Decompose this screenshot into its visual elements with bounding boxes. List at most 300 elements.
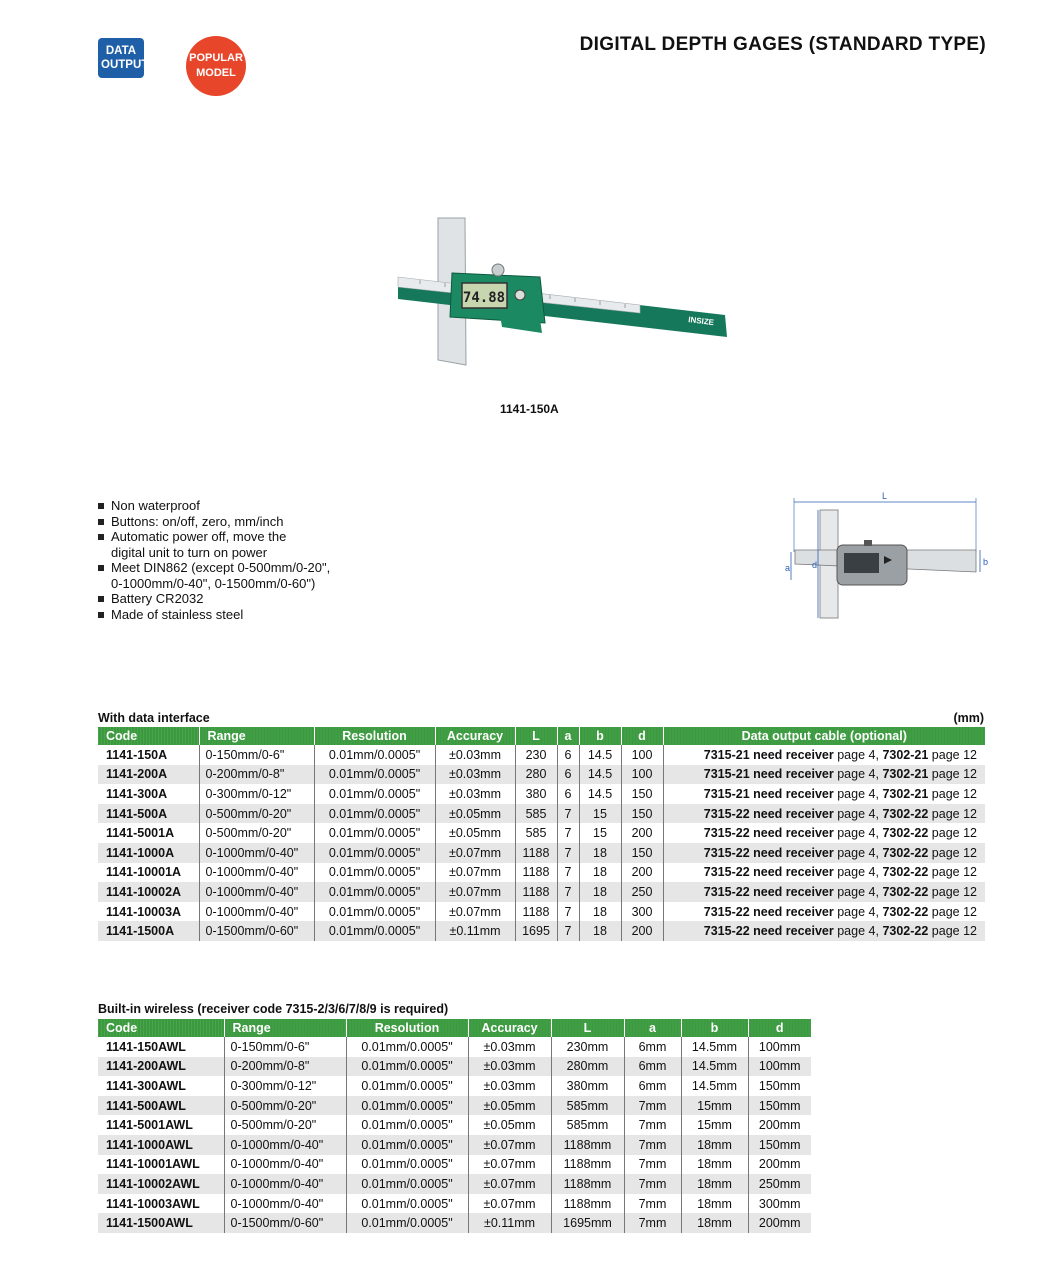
col-header-code: Code (98, 1019, 224, 1037)
feature-list (98, 498, 330, 622)
col-header-d: d (748, 1019, 811, 1037)
cell-cable: 7315-22 need receiver page 4, 7302-22 page 12 (663, 843, 985, 863)
cell-d: 100mm (758, 1039, 801, 1054)
cell-res: 0.01mm/0.0005" (314, 882, 435, 902)
cell-acc: ±0.03mm (468, 1057, 551, 1077)
cell-code: 1141-200AWL (98, 1057, 224, 1077)
table-row (98, 1037, 811, 1057)
cell-code: 1141-300A (98, 784, 199, 804)
cable-need-label: need receiver (753, 806, 834, 821)
col-header-d: d (621, 727, 663, 745)
cell-b: 15 (579, 823, 621, 843)
cell-a: 7mm (624, 1135, 681, 1155)
cell-code: 1141-10001A (98, 863, 199, 883)
cell-acc: ±0.03mm (435, 745, 515, 765)
cell-res: 0.01mm/0.0005" (314, 843, 435, 863)
cable-need-label: need receiver (753, 865, 834, 880)
feature-item: Buttons: on/off, zero, mm/inch (98, 514, 330, 530)
cable-page-number: 4 (868, 865, 876, 880)
table-row (98, 921, 985, 941)
cable-code-2: 7302-22 (882, 884, 929, 899)
cell-d: 200mm (748, 1213, 811, 1233)
cable-code-2: 7302-21 (882, 767, 929, 782)
table-row (98, 1194, 811, 1214)
cell-range: 0-150mm/0-6" (199, 745, 314, 765)
cell-a: 7mm (624, 1155, 681, 1175)
cell-a: 6 (557, 765, 579, 785)
cell-res: 0.01mm/0.0005" (346, 1096, 468, 1116)
feature-item: Automatic power off, move the digital unit to turn on power (98, 529, 330, 560)
cell-b: 18 (579, 902, 621, 922)
cell-acc: ±0.07mm (468, 1155, 551, 1175)
cell-range: 0-200mm/0-8" (224, 1057, 346, 1077)
cell-b: 18mm (681, 1174, 748, 1194)
cable-code: 7315-22 (703, 884, 750, 899)
cell-range: 0-1000mm/0-40" (199, 902, 314, 922)
cell-code: 1141-5001AWL (98, 1115, 224, 1135)
cell-L: 230 (515, 745, 557, 765)
cable-page-number: 12 (963, 865, 977, 880)
cell-res: 0.01mm/0.0005" (314, 921, 435, 941)
cable-page-number: 4 (868, 904, 876, 919)
cable-page-label: page (931, 884, 960, 899)
cable-code: 7315-22 (703, 924, 750, 939)
cell-L: 1188mm (551, 1194, 624, 1214)
cell-range: 0-500mm/0-20" (199, 823, 314, 843)
cell-code: 1141-10003AWL (98, 1194, 224, 1214)
cell-res: 0.01mm/0.0005" (314, 784, 435, 804)
table-row (98, 1135, 811, 1155)
cell-L: 1188 (515, 863, 557, 883)
cell-cable: 7315-22 need receiver page 4, 7302-22 page 12 (663, 921, 985, 941)
cell-b: 18 (579, 921, 621, 941)
dim-label-b: b (983, 557, 989, 567)
cell-b: 15mm (681, 1115, 748, 1135)
table-row (98, 823, 985, 843)
cell-code: 1141-5001A (98, 823, 199, 843)
cable-page-number: 4 (868, 845, 876, 860)
cell-code: 1141-300AWL (98, 1076, 224, 1096)
cell-L: 280mm (551, 1057, 624, 1077)
cell-range: 0-1000mm/0-40" (224, 1194, 346, 1214)
table-row (98, 1155, 811, 1175)
col-header-L: L (551, 1019, 624, 1037)
cable-page-label: page (931, 865, 960, 880)
cable-page-number: 4 (868, 747, 876, 762)
cable-code-2: 7302-22 (882, 806, 929, 821)
cell-code: 1141-200A (98, 765, 199, 785)
cell-acc: ±0.07mm (435, 882, 515, 902)
cell-code: 1141-500AWL (98, 1096, 224, 1116)
cell-a: 6 (557, 745, 579, 765)
col-header-a: a (624, 1019, 681, 1037)
cell-cable: 7315-21 need receiver page 4, 7302-21 page 12 (703, 747, 977, 762)
cell-b: 18 (579, 882, 621, 902)
cell-b: 15mm (681, 1096, 748, 1116)
cell-b: 14.5 (579, 745, 621, 765)
cell-range: 0-1000mm/0-40" (199, 882, 314, 902)
cell-L: 280 (515, 765, 557, 785)
popular-model-label: POPULAR MODEL (189, 52, 243, 79)
cell-L: 1188mm (551, 1135, 624, 1155)
cell-a: 7mm (624, 1096, 681, 1116)
cable-page-label: page (837, 826, 866, 841)
cell-b: 18mm (681, 1155, 748, 1175)
table-row (98, 745, 985, 765)
cell-res: 0.01mm/0.0005" (314, 863, 435, 883)
cell-d: 200mm (758, 1118, 801, 1133)
cable-page-number: 4 (868, 767, 876, 782)
cable-code-2: 7302-21 (882, 786, 929, 801)
cell-res: 0.01mm/0.0005" (346, 1076, 468, 1096)
cell-range: 0-500mm/0-20" (224, 1115, 346, 1135)
cell-res: 0.01mm/0.0005" (346, 1135, 468, 1155)
cell-d: 200 (621, 921, 663, 941)
cable-need-label: need receiver (753, 786, 834, 801)
cell-acc: ±0.05mm (468, 1096, 551, 1116)
cell-acc: ±0.07mm (468, 1135, 551, 1155)
cell-range: 0-1500mm/0-60" (199, 921, 314, 941)
cell-range: 0-300mm/0-12" (199, 784, 314, 804)
cable-page-label: page (931, 826, 960, 841)
cell-acc: ±0.11mm (435, 921, 515, 941)
cell-a: 7 (557, 882, 579, 902)
cell-res: 0.01mm/0.0005" (346, 1155, 468, 1175)
cable-code: 7315-22 (703, 904, 750, 919)
cell-code: 1141-1500AWL (98, 1213, 224, 1233)
cable-page-label: page (837, 904, 866, 919)
cell-d: 150mm (758, 1078, 801, 1093)
cell-a: 6 (557, 784, 579, 804)
cell-acc: ±0.03mm (435, 765, 515, 785)
cell-acc: ±0.05mm (435, 823, 515, 843)
cable-code: 7315-21 (703, 767, 750, 782)
cell-code: 1141-500A (98, 804, 199, 824)
cell-d: 100 (621, 745, 663, 765)
col-header-code: Code (98, 727, 199, 745)
cell-a: 7 (557, 863, 579, 883)
cable-page-number: 4 (868, 826, 876, 841)
cell-a: 7 (557, 804, 579, 824)
cell-cable: 7315-22 need receiver page 4, 7302-22 page 12 (663, 882, 985, 902)
lcd-reading: 74.88 (462, 290, 506, 306)
cable-page-label: page (931, 806, 960, 821)
cell-acc: ±0.11mm (468, 1213, 551, 1233)
cell-L: 1695 (515, 921, 557, 941)
cell-range: 0-1000mm/0-40" (199, 843, 314, 863)
wireless-table (98, 1019, 811, 1233)
cable-page-label: page (931, 924, 960, 939)
cell-d: 150 (621, 784, 663, 804)
cell-a: 7 (557, 921, 579, 941)
table-row (98, 1174, 811, 1194)
cell-b: 14.5mm (681, 1037, 748, 1057)
cell-a: 7mm (624, 1194, 681, 1214)
cable-need-label: need receiver (753, 884, 834, 899)
cable-page-number: 12 (963, 904, 977, 919)
cell-d: 250mm (748, 1174, 811, 1194)
cell-cable: 7315-21 need receiver page 4, 7302-21 page 12 (663, 765, 985, 785)
feature-item: Battery CR2032 (98, 591, 330, 607)
cell-b: 14.5 (579, 784, 621, 804)
cell-res: 0.01mm/0.0005" (346, 1194, 468, 1214)
col-header-accuracy: Accuracy (435, 727, 515, 745)
cell-acc: ±0.03mm (468, 1076, 551, 1096)
cell-code: 1141-10002AWL (98, 1174, 224, 1194)
table-row (98, 1213, 811, 1233)
cell-acc: ±0.03mm (435, 784, 515, 804)
table2-title: Built-in wireless (receiver code 7315-2/3/6/7/8/9 is required) (98, 1002, 449, 1016)
cell-cable: 7315-22 need receiver page 4, 7302-22 page 12 (703, 904, 977, 919)
cell-d: 200 (621, 863, 663, 883)
brand-logo-text: INSIZE (687, 315, 715, 328)
cell-range: 0-500mm/0-20" (199, 804, 314, 824)
col-header-L: L (515, 727, 557, 745)
col-header-accuracy: Accuracy (468, 1019, 551, 1037)
cell-d: 250 (621, 882, 663, 902)
cell-d: 100mm (748, 1057, 811, 1077)
table-row (98, 1115, 811, 1135)
cable-page-number: 4 (868, 786, 876, 801)
table-row (98, 882, 985, 902)
col-header-b: b (579, 727, 621, 745)
cell-range: 0-1000mm/0-40" (224, 1174, 346, 1194)
dim-label-a: a (785, 563, 791, 573)
cell-L: 585mm (551, 1096, 624, 1116)
cell-d: 150mm (748, 1096, 811, 1116)
cell-res: 0.01mm/0.0005" (314, 823, 435, 843)
cell-code: 1141-10003A (98, 902, 199, 922)
cell-a: 6mm (624, 1037, 681, 1057)
feature-item: Made of stainless steel (98, 607, 330, 623)
cable-page-number: 4 (868, 806, 876, 821)
cable-page-number: 4 (868, 924, 876, 939)
cell-L: 1188 (515, 882, 557, 902)
cell-b: 18 (579, 843, 621, 863)
cable-page-number: 12 (963, 884, 977, 899)
cell-cable: 7315-22 need receiver page 4, 7302-22 page 12 (703, 865, 977, 880)
data-output-label: DATA OUTPUT (101, 45, 149, 71)
cell-res: 0.01mm/0.0005" (314, 804, 435, 824)
cell-b: 14.5mm (681, 1076, 748, 1096)
cell-res: 0.01mm/0.0005" (346, 1213, 468, 1233)
feature-item: Meet DIN862 (except 0-500mm/0-20", 0-1000mm/0-40", 0-1500mm/0-60") (98, 560, 330, 591)
cell-acc: ±0.07mm (435, 843, 515, 863)
table-row (98, 1076, 811, 1096)
cell-b: 14.5mm (681, 1057, 748, 1077)
cell-res: 0.01mm/0.0005" (346, 1037, 468, 1057)
cell-L: 1188mm (551, 1174, 624, 1194)
cable-page-number: 12 (963, 924, 977, 939)
cell-L: 1188mm (551, 1155, 624, 1175)
cell-L: 585 (515, 823, 557, 843)
cell-acc: ±0.07mm (435, 902, 515, 922)
col-header-a: a (557, 727, 579, 745)
cell-a: 7 (557, 843, 579, 863)
cable-page-number: 12 (963, 786, 977, 801)
cell-b: 18mm (681, 1194, 748, 1214)
table-row (98, 1057, 811, 1077)
cell-res: 0.01mm/0.0005" (314, 902, 435, 922)
cable-code: 7315-22 (703, 806, 750, 821)
table-row (98, 902, 985, 922)
cable-page-number: 4 (868, 884, 876, 899)
cable-page-label: page (931, 767, 960, 782)
table-row (98, 843, 985, 863)
table-row (98, 1096, 811, 1116)
col-header-resolution: Resolution (346, 1019, 468, 1037)
cell-L: 1188 (515, 902, 557, 922)
cell-code: 1141-1000AWL (98, 1135, 224, 1155)
cell-L: 1188 (515, 843, 557, 863)
cell-acc: ±0.07mm (468, 1194, 551, 1214)
cell-res: 0.01mm/0.0005" (314, 745, 435, 765)
cell-d: 300mm (758, 1196, 801, 1211)
table1-header-row (98, 727, 985, 745)
cable-need-label: need receiver (753, 747, 834, 762)
cable-code: 7315-21 (703, 747, 750, 762)
cable-need-label: need receiver (753, 904, 834, 919)
cell-range: 0-1500mm/0-60" (224, 1213, 346, 1233)
cable-page-number: 12 (963, 767, 977, 782)
cable-page-label: page (837, 884, 866, 899)
cell-res: 0.01mm/0.0005" (346, 1115, 468, 1135)
cell-L: 1695mm (551, 1213, 624, 1233)
cell-d: 150 (621, 843, 663, 863)
cell-code: 1141-1000A (98, 843, 199, 863)
cable-code-2: 7302-22 (882, 865, 929, 880)
page-title: DIGITAL DEPTH GAGES (STANDARD TYPE) (579, 34, 986, 55)
cell-b: 14.5 (579, 765, 621, 785)
cell-L: 380 (515, 784, 557, 804)
cable-page-label: page (931, 904, 960, 919)
cell-code: 1141-10002A (98, 882, 199, 902)
dimension-diagram (780, 490, 995, 625)
cable-code: 7315-21 (703, 786, 750, 801)
table-row (98, 765, 985, 785)
cable-code-2: 7302-22 (882, 904, 929, 919)
cell-a: 7mm (624, 1213, 681, 1233)
cable-page-number: 12 (963, 845, 977, 860)
cable-page-label: page (931, 845, 960, 860)
cell-cable: 7315-22 need receiver page 4, 7302-22 page 12 (703, 826, 977, 841)
cable-page-label: page (837, 845, 866, 860)
cable-need-label: need receiver (753, 767, 834, 782)
cell-d: 200 (621, 823, 663, 843)
cell-code: 1141-1500A (98, 921, 199, 941)
cell-a: 7 (557, 902, 579, 922)
col-header-range: Range (224, 1019, 346, 1037)
cell-b: 15 (579, 804, 621, 824)
cell-a: 6mm (624, 1076, 681, 1096)
cable-need-label: need receiver (753, 845, 834, 860)
col-header-b: b (681, 1019, 748, 1037)
feature-item: Non waterproof (98, 498, 330, 514)
table1-title: With data interface (98, 711, 210, 725)
cable-code: 7315-22 (703, 826, 750, 841)
cell-code: 1141-150A (98, 745, 199, 765)
table2-header-row (98, 1019, 811, 1037)
cell-b: 18mm (681, 1213, 748, 1233)
table-row (98, 863, 985, 883)
col-header-range: Range (199, 727, 314, 745)
cell-res: 0.01mm/0.0005" (314, 765, 435, 785)
cable-page-label: page (931, 747, 960, 762)
cable-code-2: 7302-22 (882, 845, 929, 860)
cell-a: 6mm (624, 1057, 681, 1077)
cell-b: 18mm (681, 1135, 748, 1155)
cable-need-label: need receiver (753, 924, 834, 939)
cable-code-2: 7302-22 (882, 924, 929, 939)
cell-L: 585 (515, 804, 557, 824)
cable-page-label: page (837, 786, 866, 801)
cable-page-number: 12 (963, 806, 977, 821)
cell-d: 100 (621, 765, 663, 785)
col-header-cable: Data output cable (optional) (663, 727, 985, 745)
cell-range: 0-1000mm/0-40" (199, 863, 314, 883)
table-row (98, 804, 985, 824)
cell-range: 0-1000mm/0-40" (224, 1135, 346, 1155)
cable-page-label: page (837, 924, 866, 939)
cable-page-number: 12 (963, 826, 977, 841)
cell-a: 7mm (624, 1174, 681, 1194)
dim-label-d: d (812, 560, 818, 570)
cell-acc: ±0.05mm (435, 804, 515, 824)
cell-range: 0-500mm/0-20" (224, 1096, 346, 1116)
cable-page-label: page (931, 786, 960, 801)
cell-d: 150 (621, 804, 663, 824)
cable-code: 7315-22 (703, 865, 750, 880)
table1-unit: (mm) (953, 711, 984, 725)
cell-a: 7mm (624, 1115, 681, 1135)
depth-gage-image (390, 215, 735, 370)
cell-res: 0.01mm/0.0005" (346, 1057, 468, 1077)
cell-a: 7 (557, 823, 579, 843)
cell-code: 1141-10001AWL (98, 1155, 224, 1175)
cell-range: 0-200mm/0-8" (199, 765, 314, 785)
cell-res: 0.01mm/0.0005" (346, 1174, 468, 1194)
cell-acc: ±0.05mm (468, 1115, 551, 1135)
cell-acc: ±0.03mm (468, 1037, 551, 1057)
cell-d: 300 (621, 902, 663, 922)
cable-page-number: 12 (963, 747, 977, 762)
cell-d: 150mm (748, 1135, 811, 1155)
cell-code: 1141-150AWL (98, 1037, 224, 1057)
cell-cable: 7315-21 need receiver page 4, 7302-21 page 12 (703, 786, 977, 801)
dim-label-L: L (882, 491, 888, 501)
data-output-badge (98, 38, 149, 78)
cell-cable: 7315-22 need receiver page 4, 7302-22 page 12 (663, 804, 985, 824)
cell-range: 0-300mm/0-12" (224, 1076, 346, 1096)
cable-page-label: page (837, 767, 866, 782)
table-row (98, 784, 985, 804)
cable-code-2: 7302-22 (882, 826, 929, 841)
cable-code-2: 7302-21 (882, 747, 929, 762)
popular-model-badge (186, 36, 246, 96)
cable-code: 7315-22 (703, 845, 750, 860)
cell-b: 18 (579, 863, 621, 883)
cable-need-label: need receiver (753, 826, 834, 841)
cell-L: 230mm (551, 1037, 624, 1057)
cable-page-label: page (837, 806, 866, 821)
col-header-resolution: Resolution (314, 727, 435, 745)
cell-acc: ±0.07mm (468, 1174, 551, 1194)
cell-d: 200mm (758, 1157, 801, 1172)
cell-range: 0-150mm/0-6" (224, 1037, 346, 1057)
product-code-caption: 1141-150A (500, 402, 559, 416)
cell-range: 0-1000mm/0-40" (224, 1155, 346, 1175)
cell-L: 380mm (551, 1076, 624, 1096)
